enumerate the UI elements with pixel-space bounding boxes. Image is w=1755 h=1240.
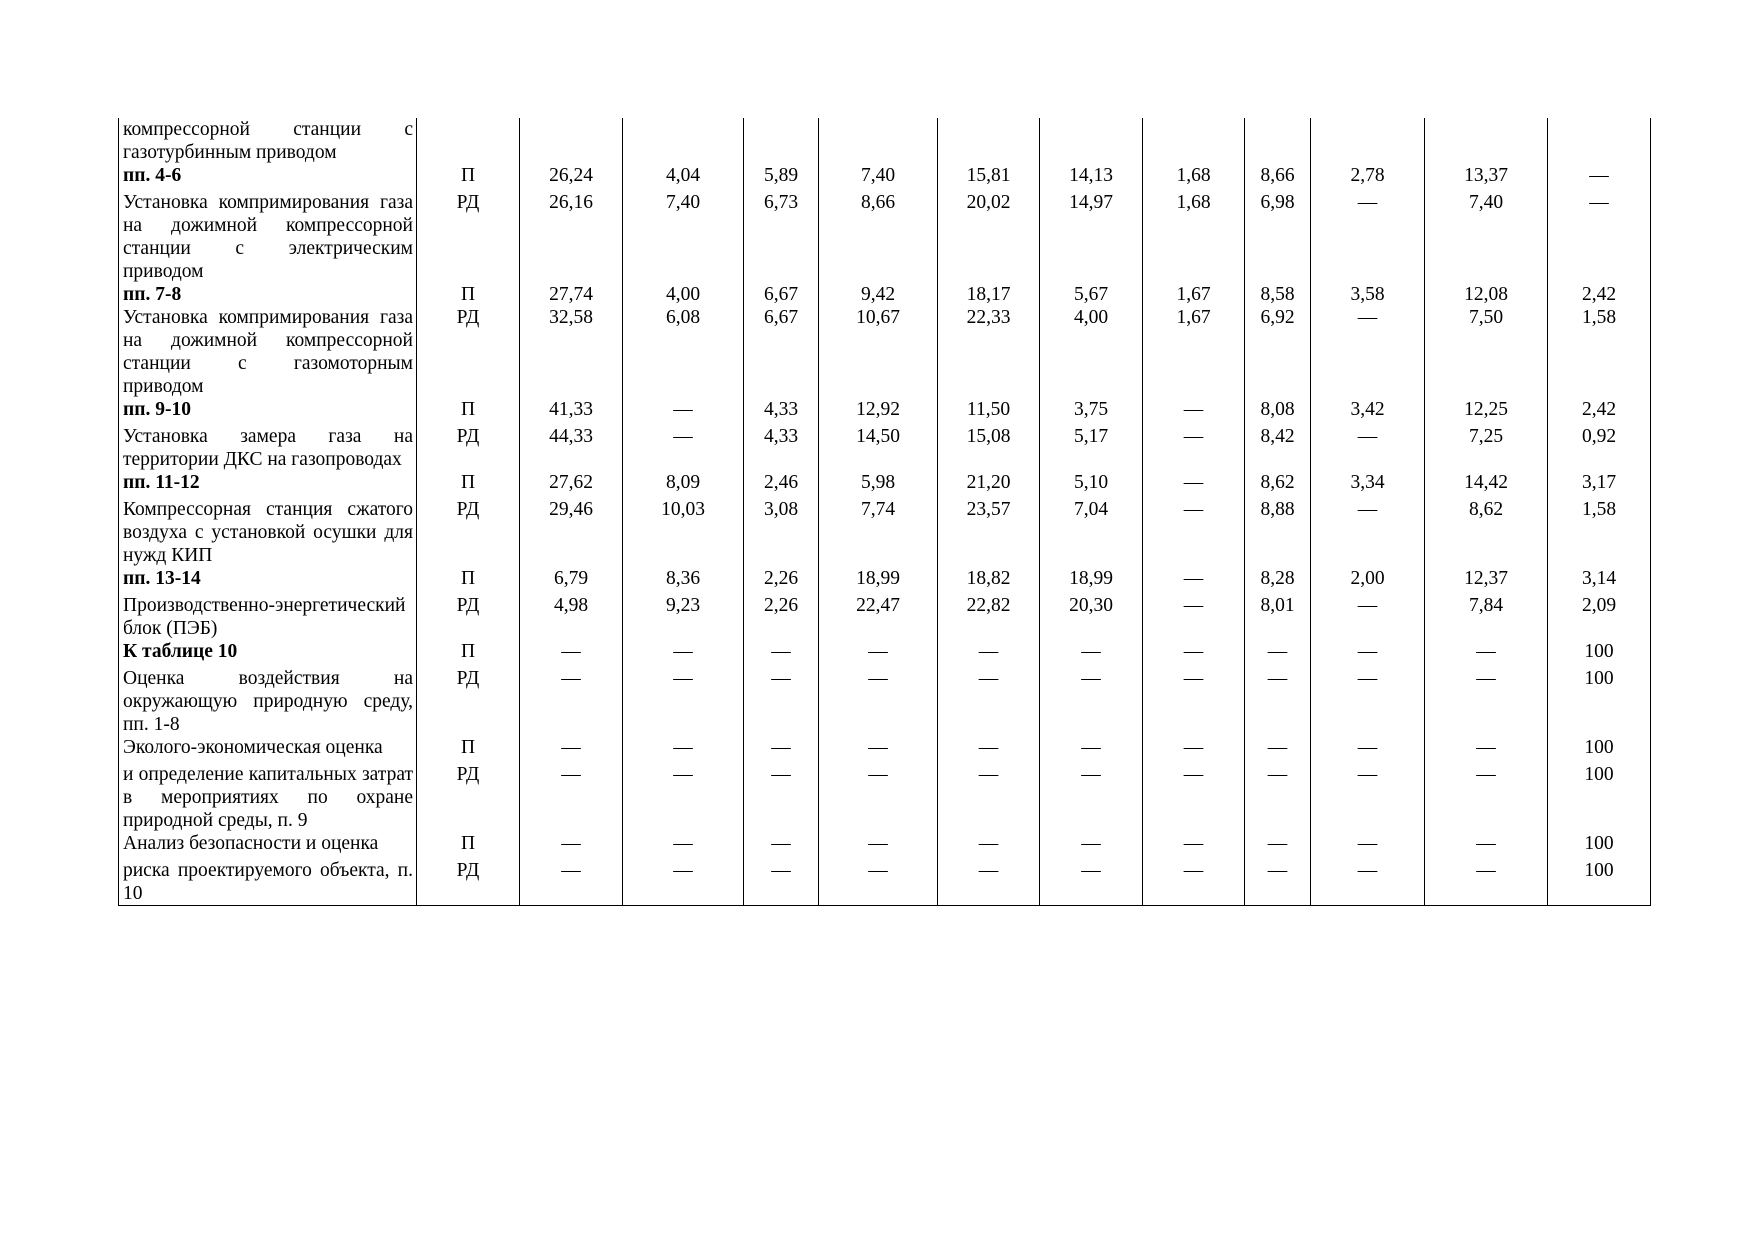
value-cell: 1,67 [1143,283,1245,306]
value-cell: 8,58 [1245,283,1311,306]
value-cell: 2,26 [744,567,819,590]
table-row [119,494,1651,567]
row-description: и определение капитальных затрат в мероприятиях по охране природной среды, п. 9 [119,759,417,832]
value-cell: — [938,832,1040,855]
value-cell: 20,30 [1040,590,1143,640]
value-cell: — [938,663,1040,736]
value-cell: — [1425,832,1548,855]
stage-code-cell: РД [417,306,520,398]
value-cell: — [1311,855,1425,906]
value-cell: 100 [1548,832,1651,855]
section-reference: пп. 4-6 [119,164,417,187]
value-cell: 2,00 [1311,567,1425,590]
value-cell: — [623,663,744,736]
value-cell: 15,81 [938,164,1040,187]
value-cell: — [1143,640,1245,663]
value-cell: 6,67 [744,306,819,398]
value-cell: 2,46 [744,471,819,494]
value-cell: 2,42 [1548,398,1651,421]
value-cell: — [1311,832,1425,855]
value-cell: — [819,855,938,906]
value-cell: 5,17 [1040,421,1143,471]
value-cell: 27,62 [520,471,623,494]
value-cell: 3,42 [1311,398,1425,421]
value-cell: 2,26 [744,590,819,640]
value-cell: — [520,736,623,759]
row-description: Компрессорная станция сжатого воздуха с установкой осушки для нужд КИП [119,494,417,567]
value-cell: 12,92 [819,398,938,421]
value-cell: — [938,855,1040,906]
value-cell [1040,118,1143,164]
value-cell: — [1143,567,1245,590]
value-cell [623,118,744,164]
value-cell: 100 [1548,855,1651,906]
stage-code-cell: РД [417,421,520,471]
value-cell: — [1040,855,1143,906]
stage-code-cell: РД [417,494,520,567]
value-cell: — [1425,640,1548,663]
value-cell: — [1311,736,1425,759]
value-cell: — [520,832,623,855]
value-cell: — [520,759,623,832]
value-cell: 23,57 [938,494,1040,567]
value-cell: 41,33 [520,398,623,421]
table-row [119,118,1651,164]
value-cell: — [1245,855,1311,906]
value-cell: 8,09 [623,471,744,494]
stage-code-cell: РД [417,187,520,283]
value-cell: 44,33 [520,421,623,471]
value-cell: 18,17 [938,283,1040,306]
section-reference: К таблице 10 [119,640,417,663]
value-cell: 21,20 [938,471,1040,494]
value-cell: 2,42 [1548,283,1651,306]
value-cell: 3,08 [744,494,819,567]
value-cell: — [1245,832,1311,855]
value-cell: — [819,832,938,855]
value-cell: — [1040,759,1143,832]
value-cell: 9,23 [623,590,744,640]
value-cell: 10,03 [623,494,744,567]
value-cell: 7,40 [819,164,938,187]
value-cell: 5,67 [1040,283,1143,306]
value-cell: — [623,736,744,759]
value-cell: — [1143,759,1245,832]
value-cell: 6,73 [744,187,819,283]
table-row [119,283,1651,306]
value-cell: — [819,640,938,663]
value-cell: — [819,663,938,736]
value-cell: — [1143,736,1245,759]
value-cell: — [1425,855,1548,906]
row-description: Анализ безопасности и оценка [119,832,417,855]
value-cell: — [1143,832,1245,855]
value-cell: 7,25 [1425,421,1548,471]
value-cell: 1,58 [1548,306,1651,398]
value-cell: 20,02 [938,187,1040,283]
value-cell: 1,68 [1143,164,1245,187]
value-cell: 3,58 [1311,283,1425,306]
value-cell: — [744,640,819,663]
value-cell: 4,00 [623,283,744,306]
row-description: Установка замера газа на территории ДКС на газопроводах [119,421,417,471]
section-reference: пп. 11-12 [119,471,417,494]
value-cell: 18,99 [1040,567,1143,590]
value-cell: — [1311,494,1425,567]
row-description: компрессорной станции с газотурбинным приводом [119,118,417,164]
value-cell: 3,75 [1040,398,1143,421]
table-row [119,421,1651,471]
value-cell: — [1040,663,1143,736]
value-cell: — [1143,398,1245,421]
stage-code-cell: П [417,398,520,421]
row-description: Производственно-энергетический блок (ПЭБ) [119,590,417,640]
value-cell: 9,42 [819,283,938,306]
value-cell: — [1245,736,1311,759]
value-cell: 7,50 [1425,306,1548,398]
value-cell: 2,09 [1548,590,1651,640]
value-cell: — [1311,640,1425,663]
value-cell: — [520,663,623,736]
value-cell: 22,47 [819,590,938,640]
value-cell: 7,40 [623,187,744,283]
value-cell: — [1143,590,1245,640]
value-cell: 100 [1548,736,1651,759]
value-cell: 6,67 [744,283,819,306]
value-cell [819,118,938,164]
value-cell: — [1143,494,1245,567]
value-cell: — [623,832,744,855]
table-row [119,663,1651,736]
value-cell: 7,74 [819,494,938,567]
value-cell: — [623,421,744,471]
value-cell: 22,82 [938,590,1040,640]
value-cell: 3,17 [1548,471,1651,494]
value-cell: 7,40 [1425,187,1548,283]
value-cell: 12,08 [1425,283,1548,306]
stage-code-cell [417,118,520,164]
value-cell: — [1311,421,1425,471]
value-cell: 5,89 [744,164,819,187]
value-cell: 12,25 [1425,398,1548,421]
value-cell: 5,10 [1040,471,1143,494]
value-cell: 100 [1548,759,1651,832]
row-description: риска проектируемого объекта, п. 10 [119,855,417,906]
stage-code-cell: РД [417,590,520,640]
value-cell: 12,37 [1425,567,1548,590]
value-cell: — [1311,306,1425,398]
value-cell: — [520,855,623,906]
stage-code-cell: РД [417,855,520,906]
value-cell: 8,62 [1245,471,1311,494]
value-cell: 14,42 [1425,471,1548,494]
value-cell: 1,67 [1143,306,1245,398]
value-cell: 8,42 [1245,421,1311,471]
value-cell: 18,82 [938,567,1040,590]
table-body [119,118,1651,906]
value-cell: — [938,759,1040,832]
table-row [119,164,1651,187]
value-cell [1311,118,1425,164]
value-cell: — [1143,663,1245,736]
table-row [119,398,1651,421]
value-cell: — [520,640,623,663]
section-reference: пп. 13-14 [119,567,417,590]
value-cell: 1,68 [1143,187,1245,283]
value-cell: — [1040,640,1143,663]
value-cell: 15,08 [938,421,1040,471]
value-cell: 29,46 [520,494,623,567]
value-cell: 8,62 [1425,494,1548,567]
table-row [119,759,1651,832]
value-cell: — [1548,164,1651,187]
value-cell: — [1311,759,1425,832]
value-cell: — [1311,663,1425,736]
value-cell: — [1425,736,1548,759]
value-cell: — [938,736,1040,759]
value-cell: 2,78 [1311,164,1425,187]
value-cell: 14,97 [1040,187,1143,283]
value-cell: 7,84 [1425,590,1548,640]
value-cell: — [1245,640,1311,663]
table-row [119,567,1651,590]
value-cell: 6,79 [520,567,623,590]
value-cell: — [819,759,938,832]
stage-code-cell: РД [417,663,520,736]
table-row [119,306,1651,398]
row-description: Установка компримирования газа на дожимной компрессорной станции с газомоторным приводом [119,306,417,398]
section-reference: пп. 7-8 [119,283,417,306]
value-cell: — [1245,663,1311,736]
value-cell: 26,24 [520,164,623,187]
value-cell [520,118,623,164]
value-cell: 8,88 [1245,494,1311,567]
value-cell: 6,92 [1245,306,1311,398]
table-row [119,640,1651,663]
value-cell: 6,08 [623,306,744,398]
stage-code-cell: П [417,164,520,187]
value-cell: 4,00 [1040,306,1143,398]
value-cell: 4,04 [623,164,744,187]
value-cell: 13,37 [1425,164,1548,187]
value-cell: 8,28 [1245,567,1311,590]
value-cell: 100 [1548,640,1651,663]
value-cell: — [1143,471,1245,494]
value-cell: — [623,640,744,663]
value-cell: — [744,832,819,855]
value-cell: 6,98 [1245,187,1311,283]
value-cell: — [1143,421,1245,471]
value-cell [1548,118,1651,164]
value-cell: — [1425,759,1548,832]
value-cell: 14,13 [1040,164,1143,187]
value-cell: 0,92 [1548,421,1651,471]
value-cell: — [1311,187,1425,283]
value-cell: 100 [1548,663,1651,736]
value-cell: 1,58 [1548,494,1651,567]
value-cell: 3,34 [1311,471,1425,494]
table-row [119,832,1651,855]
value-cell: 10,67 [819,306,938,398]
value-cell: 4,98 [520,590,623,640]
stage-code-cell: РД [417,759,520,832]
value-cell: — [1548,187,1651,283]
value-cell: 5,98 [819,471,938,494]
stage-code-cell: П [417,640,520,663]
value-cell: — [744,759,819,832]
value-cell: 26,16 [520,187,623,283]
value-cell: — [1245,759,1311,832]
row-description: Установка компримирования газа на дожимной компрессорной станции с электрическим приводом [119,187,417,283]
value-cell: 8,01 [1245,590,1311,640]
value-cell: — [819,736,938,759]
value-cell: 7,04 [1040,494,1143,567]
table-row [119,590,1651,640]
table-row [119,471,1651,494]
stage-code-cell: П [417,283,520,306]
table-row [119,187,1651,283]
value-cell: — [744,736,819,759]
value-cell: 8,08 [1245,398,1311,421]
value-cell [744,118,819,164]
value-cell [938,118,1040,164]
stage-code-cell: П [417,832,520,855]
value-cell: — [623,759,744,832]
value-cell: 22,33 [938,306,1040,398]
value-cell: — [1425,663,1548,736]
stage-code-cell: П [417,567,520,590]
value-cell: 8,66 [1245,164,1311,187]
data-table [118,118,1651,906]
value-cell: 27,74 [520,283,623,306]
value-cell: — [1040,832,1143,855]
value-cell: — [623,855,744,906]
table-row [119,855,1651,906]
value-cell: 18,99 [819,567,938,590]
value-cell: — [744,663,819,736]
value-cell [1143,118,1245,164]
value-cell: — [1143,855,1245,906]
value-cell [1245,118,1311,164]
value-cell: — [1040,736,1143,759]
value-cell: — [623,398,744,421]
value-cell: 8,36 [623,567,744,590]
value-cell: 32,58 [520,306,623,398]
value-cell: — [1311,590,1425,640]
value-cell: 8,66 [819,187,938,283]
value-cell: 4,33 [744,398,819,421]
value-cell: 3,14 [1548,567,1651,590]
row-description: Эколого-экономическая оценка [119,736,417,759]
stage-code-cell: П [417,736,520,759]
section-reference: пп. 9-10 [119,398,417,421]
value-cell [1425,118,1548,164]
value-cell: — [938,640,1040,663]
table-row [119,736,1651,759]
value-cell: 11,50 [938,398,1040,421]
value-cell: 4,33 [744,421,819,471]
stage-code-cell: П [417,471,520,494]
row-description: Оценка воздействия на окружающую природную среду, пп. 1-8 [119,663,417,736]
value-cell: — [744,855,819,906]
value-cell: 14,50 [819,421,938,471]
